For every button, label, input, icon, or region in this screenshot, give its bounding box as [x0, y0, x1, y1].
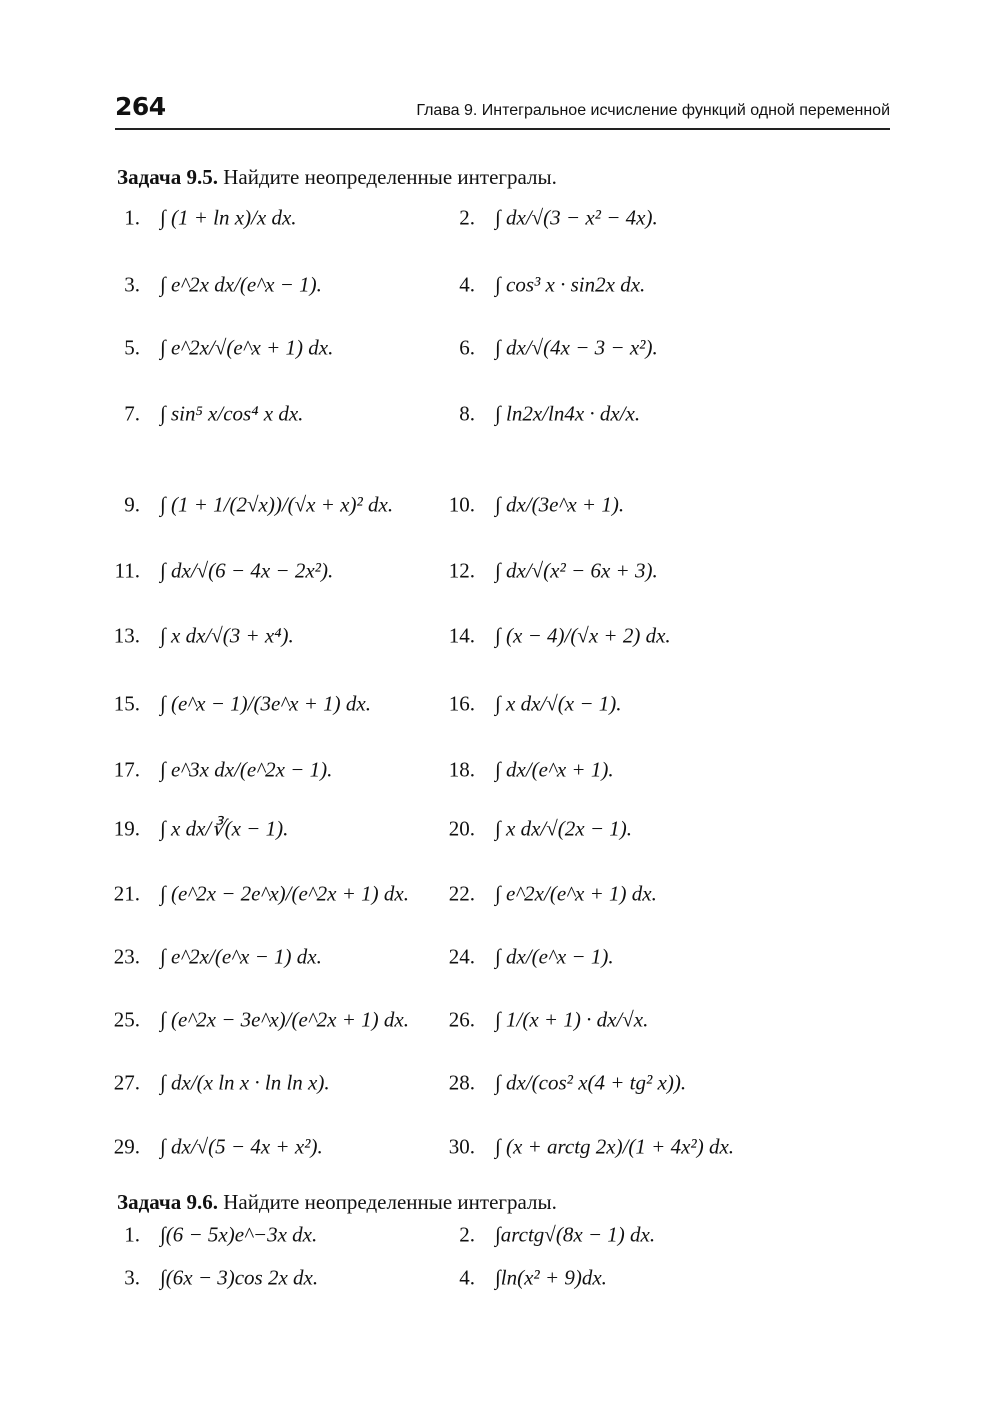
problem-number: 5.	[124, 335, 140, 360]
problem-number: 2.	[459, 205, 475, 230]
problem-number: 6.	[459, 335, 475, 360]
integral-expression: ∫(6 − 5x)e^−3x dx.	[160, 1222, 318, 1247]
task-label: Задача 9.6.	[117, 1190, 218, 1214]
problem-number: 4.	[459, 272, 475, 297]
problem-number: 23.	[113, 944, 140, 969]
task-9-5-title	[117, 165, 557, 190]
integral-expression: ∫ e^3x dx/(e^2x − 1).	[160, 757, 333, 782]
integral-expression: ∫ x dx/√(x − 1).	[495, 691, 622, 716]
integral-expression: ∫ln(x² + 9)dx.	[495, 1265, 607, 1290]
integral-expression: ∫(6x − 3)cos 2x dx.	[160, 1265, 319, 1290]
task-label: Задача 9.5.	[117, 165, 218, 189]
problem-number: 19.	[113, 816, 140, 841]
problem-number: 7.	[124, 401, 140, 426]
problem-number: 11.	[114, 558, 140, 583]
integral-expression: ∫ (x − 4)/(√x + 2) dx.	[495, 623, 671, 648]
integral-expression: ∫ ln2x/ln4x · dx/x.	[495, 401, 641, 426]
problem-number: 18.	[448, 757, 475, 782]
problem-number: 4.	[459, 1265, 475, 1290]
task-instruction: Найдите неопределенные интегралы.	[217, 165, 557, 189]
integral-expression: ∫ dx/√(5 − 4x + x²).	[160, 1134, 323, 1159]
problem-number: 9.	[124, 492, 140, 517]
integral-expression: ∫ dx/(e^x + 1).	[495, 757, 614, 782]
problem-number: 25.	[113, 1007, 140, 1032]
problem-number: 29.	[113, 1134, 140, 1159]
integral-expression: ∫ dx/√(6 − 4x − 2x²).	[160, 558, 334, 583]
integral-expression: ∫ (1 + ln x)/x dx.	[160, 205, 297, 230]
problem-number: 16.	[448, 691, 475, 716]
problem-number: 27.	[113, 1070, 140, 1095]
problem-number: 8.	[459, 401, 475, 426]
problem-number: 3.	[124, 1265, 140, 1290]
integral-expression: ∫ e^2x/√(e^x + 1) dx.	[160, 335, 334, 360]
integral-expression: ∫ dx/(e^x − 1).	[495, 944, 614, 969]
problem-number: 2.	[459, 1222, 475, 1247]
integral-expression: ∫ 1/(x + 1) · dx/√x.	[495, 1007, 649, 1032]
problem-number: 22.	[448, 881, 475, 906]
problem-number: 1.	[124, 1222, 140, 1247]
problem-number: 13.	[113, 623, 140, 648]
integral-expression: ∫ dx/√(3 − x² − 4x).	[495, 205, 658, 230]
integral-expression: ∫ dx/(3e^x + 1).	[495, 492, 625, 517]
integral-expression: ∫ dx/√(x² − 6x + 3).	[495, 558, 658, 583]
integral-expression: ∫ x dx/√(2x − 1).	[495, 816, 632, 841]
problem-number: 17.	[113, 757, 140, 782]
integral-expression: ∫ dx/√(4x − 3 − x²).	[495, 335, 658, 360]
problem-number: 21.	[113, 881, 140, 906]
integral-expression: ∫arctg√(8x − 1) dx.	[495, 1222, 656, 1247]
problem-number: 12.	[448, 558, 475, 583]
integral-expression: ∫ sin⁵ x/cos⁴ x dx.	[160, 401, 304, 426]
problem-number: 26.	[448, 1007, 475, 1032]
integral-expression: ∫ (x + arctg 2x)/(1 + 4x²) dx.	[495, 1134, 735, 1159]
problem-number: 24.	[448, 944, 475, 969]
problem-number: 14.	[448, 623, 475, 648]
integral-expression: ∫ e^2x/(e^x + 1) dx.	[495, 881, 657, 906]
problem-number: 30.	[448, 1134, 475, 1159]
problem-number: 15.	[113, 691, 140, 716]
page-number: 264	[115, 92, 166, 121]
problem-number: 20.	[448, 816, 475, 841]
task-9-6-title	[117, 1190, 557, 1215]
integral-expression: ∫ (1 + 1/(2√x))/(√x + x)² dx.	[160, 492, 394, 517]
problem-number: 1.	[124, 205, 140, 230]
integral-expression: ∫ (e^x − 1)/(3e^x + 1) dx.	[160, 691, 371, 716]
integral-expression: ∫ dx/(x ln x · ln ln x).	[160, 1070, 330, 1095]
integral-expression: ∫ (e^2x − 2e^x)/(e^2x + 1) dx.	[160, 881, 409, 906]
integral-expression: ∫ x dx/√(3 + x⁴).	[160, 623, 294, 648]
page-header	[115, 92, 890, 130]
integral-expression: ∫ e^2x dx/(e^x − 1).	[160, 272, 322, 297]
chapter-title: Глава 9. Интегральное исчисление функций одной переменной	[416, 102, 890, 119]
task-instruction: Найдите неопределенные интегралы.	[217, 1190, 557, 1214]
problem-number: 3.	[124, 272, 140, 297]
integral-expression: ∫ cos³ x · sin2x dx.	[495, 272, 646, 297]
problem-number: 28.	[448, 1070, 475, 1095]
integral-expression: ∫ e^2x/(e^x − 1) dx.	[160, 944, 322, 969]
integral-expression: ∫ (e^2x − 3e^x)/(e^2x + 1) dx.	[160, 1007, 409, 1032]
integral-expression: ∫ dx/(cos² x(4 + tg² x)).	[495, 1070, 687, 1095]
integral-expression: ∫ x dx/∛(x − 1).	[160, 816, 289, 841]
problem-number: 10.	[448, 492, 475, 517]
